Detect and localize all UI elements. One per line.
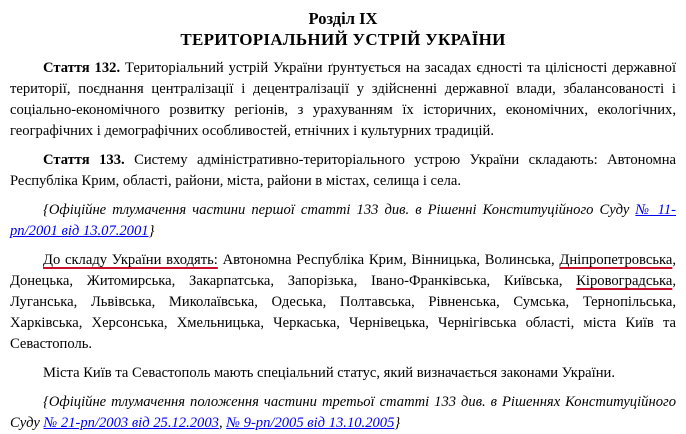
article-132-label: Стаття 132. [43,60,121,76]
note-1-close: } [148,223,155,239]
article-132 [10,58,676,142]
interpretation-note-1 [10,200,676,242]
special-status: Міста Київ та Севастополь мають спеціальний статус, який визначається законами України. [43,365,615,381]
section-title: Розділ IX [308,9,378,28]
region-dnipro: Дніпропетровська [559,252,673,268]
regions-text-2: , Донецька, Житомирська, Закарпатська, Запорізька, Івано-Франківська, Київська, [10,252,676,289]
note-2-sep: , [218,415,227,431]
article-133-text: Систему адміністративно-територіального устрою України складають: Автономна Республіка Крим, області, райони, міста, райони в містах, селища і села. [10,152,677,189]
note-2-text: {Офіційне тлумачення положення частини третьої статті 133 див. в Рішеннях Конституційного Суду [10,394,676,431]
article-133-label: Стаття 133. [43,152,125,168]
regions-list [10,250,676,355]
regions-text-1: Автономна Республіка Крим, Вінницька, Волинська, [217,252,560,268]
article-132-text: Територіальний устрій України ґрунтується на засадах єдності та цілісності державної території, поєднання централізації і децентралізації у здійсненні державної влади, збалансованості і соціально-економічного розвитку регіонів, з урахуванням їх історичних, економічних, екологічних, географічних і демографічних особливостей, етнічних і культурних традицій. [10,60,677,139]
note-1-link[interactable]: № 11-рп/2001 від 13.07.2001 [10,202,676,239]
note-2-close: } [394,415,401,431]
section-subtitle: ТЕРИТОРІАЛЬНИЙ УСТРІЙ УКРАЇНИ [180,30,506,49]
note-2-link-1[interactable]: № 21-рп/2003 від 25.12.2003 [43,415,219,431]
region-kirovohrad: Кіровоградська [576,273,673,289]
note-1-text: {Офіційне тлумачення частини першої статті 133 див. в Рішенні Конституційного Суду [43,202,636,218]
regions-text-3: , Луганська, Львівська, Миколаївська, Одеська, Полтавська, Рівненська, Сумська, Тернопільська, Харківська, Херсонська, Хмельницька, Черкаська, Чернівецька, Чернігівська області, міста Київ та Севастополь. [10,273,676,352]
note-2-link-2[interactable]: № 9-рп/2005 від 13.10.2005 [226,415,395,431]
document-body [10,8,676,434]
regions-lead: До складу України входять: [43,252,218,268]
article-133 [10,150,676,192]
